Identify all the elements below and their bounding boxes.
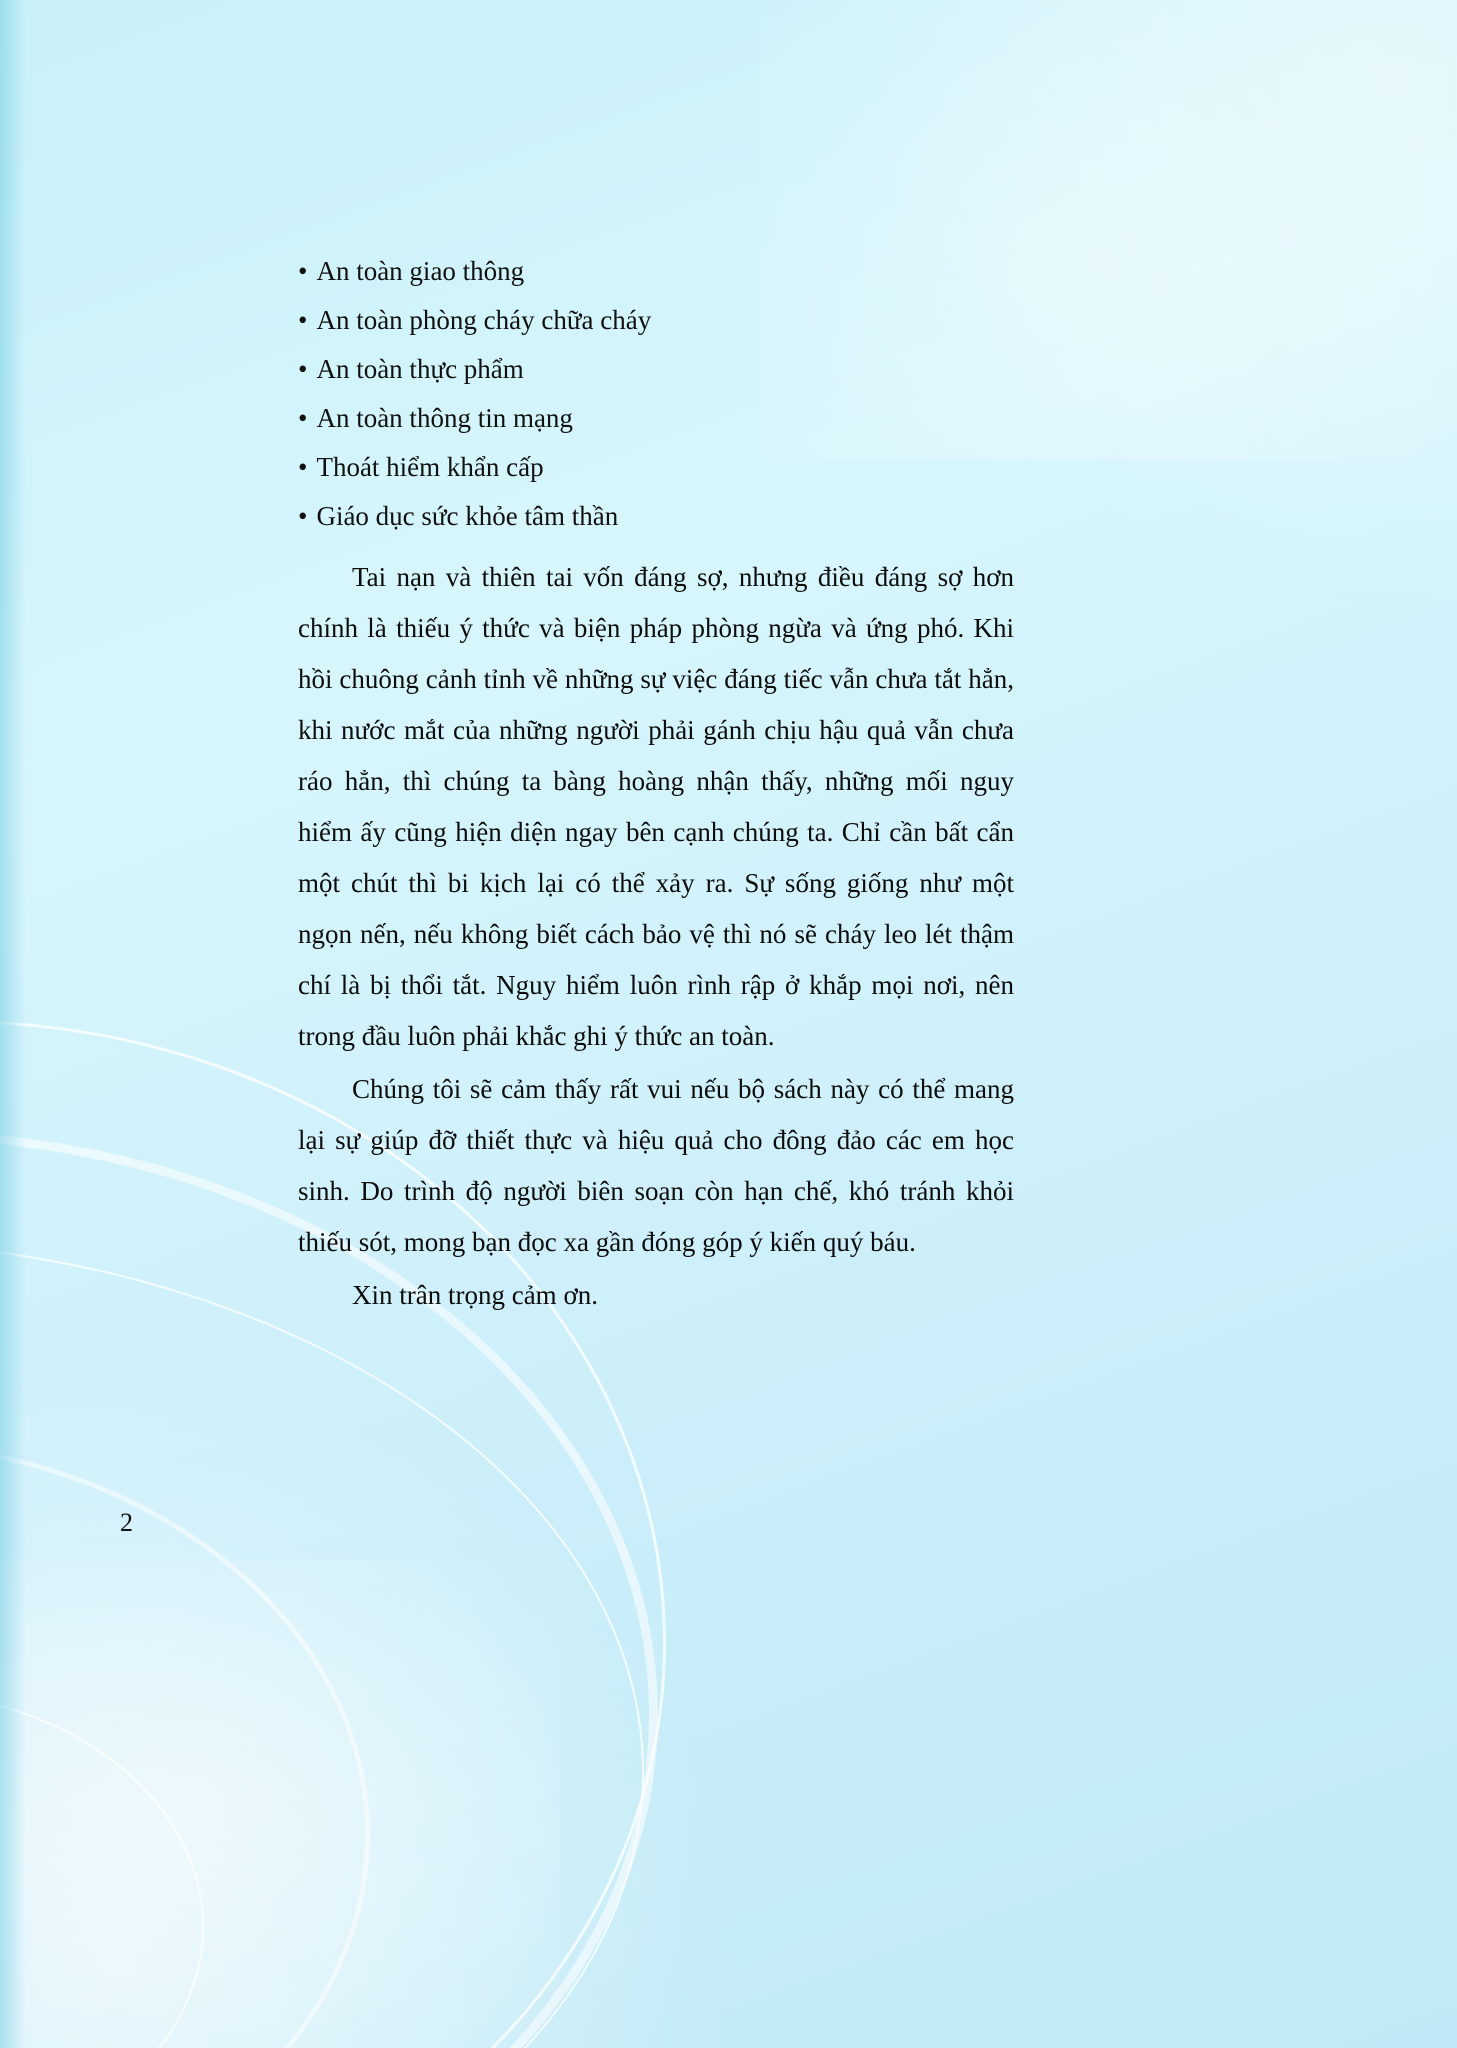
decorative-swirl-4 xyxy=(0,1440,370,2048)
page-content xyxy=(298,258,1018,1321)
list-item-label: An toàn thực phẩm xyxy=(316,354,524,384)
body-paragraph-3: Xin trân trọng cảm ơn. xyxy=(352,1280,598,1310)
list-item-label: An toàn giao thông xyxy=(316,256,525,286)
decorative-left-edge xyxy=(0,0,26,2048)
list-item-label: Thoát hiểm khẩn cấp xyxy=(316,452,544,482)
list-item-label: An toàn phòng cháy chữa cháy xyxy=(316,305,652,335)
body-paragraph-1: Tai nạn và thiên tai vốn đáng sợ, nhưng điều đáng sợ hơn chính là thiếu ý thức và biện pháp phòng ngừa và ứng phó. Khi hồi chuông cảnh tỉnh về những sự việc đáng tiếc vẫn chưa tắt hẳn, khi nước mắt của những người phải gánh chịu hậu quả vẫn chưa ráo hẳn, thì chúng ta bàng hoàng nhận thấy, những mối nguy hiểm ấy cũng hiện diện ngay bên cạnh chúng ta. Chỉ cần bất cẩn một chút thì bi kịch lại có thể xảy ra. Sự sống giống như một ngọn nến, nếu không biết cách bảo vệ thì nó sẽ cháy leo lét thậm chí là bị thổi tắt. Nguy hiểm luôn rình rập ở khắp mọi nơi, nên trong đầu luôn phải khắc ghi ý thức an toàn. xyxy=(298,562,1014,1051)
decorative-swirl-5 xyxy=(0,1690,204,2048)
list-item xyxy=(298,258,1018,285)
list-item xyxy=(298,503,1018,530)
bullet-icon: • xyxy=(298,501,308,531)
list-item-label: An toàn thông tin mạng xyxy=(316,403,573,433)
body-paragraph-2: Chúng tôi sẽ cảm thấy rất vui nếu bộ sách này có thể mang lại sự giúp đỡ thiết thực và hiệu quả cho đông đảo các em học sinh. Do trình độ người biên soạn còn hạn chế, khó tránh khỏi thiếu sót, mong bạn đọc xa gần đóng góp ý kiến quý báu. xyxy=(298,1074,1014,1257)
list-item xyxy=(298,356,1018,383)
list-item xyxy=(298,454,1018,481)
list-item xyxy=(298,307,1018,334)
bullet-icon: • xyxy=(298,403,308,433)
bullet-icon: • xyxy=(298,452,308,482)
bullet-icon: • xyxy=(298,354,308,384)
page-number: 2 xyxy=(120,1508,133,1537)
decorative-glow-bottom-left xyxy=(0,1560,560,2048)
list-item xyxy=(298,405,1018,432)
decorative-swirl-3 xyxy=(0,1240,644,2048)
topic-list xyxy=(298,258,1018,530)
bullet-icon: • xyxy=(298,256,308,286)
bullet-icon: • xyxy=(298,305,308,335)
list-item-label: Giáo dục sức khỏe tâm thần xyxy=(316,501,619,531)
